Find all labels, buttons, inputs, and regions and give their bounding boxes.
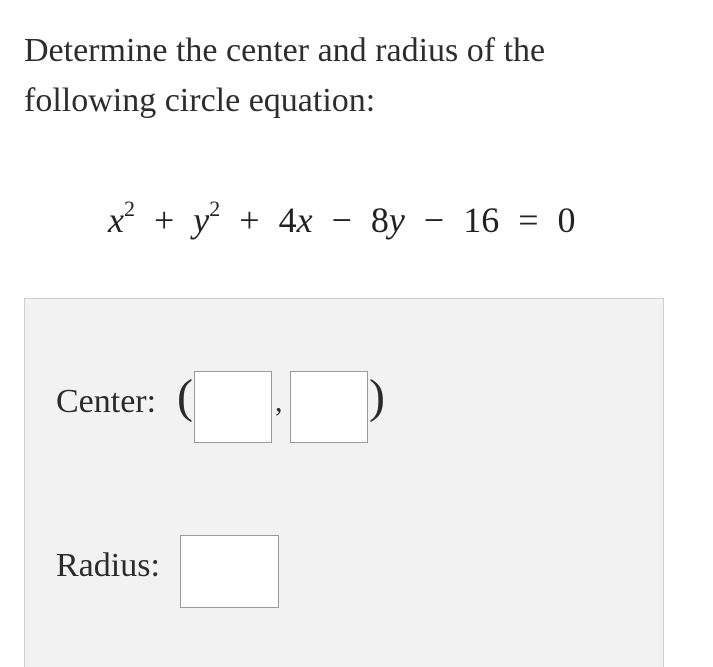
- eq-equals-sign: =: [518, 200, 539, 240]
- eq-exponent-y: 2: [209, 196, 221, 221]
- eq-term-8y-var: y: [388, 200, 405, 240]
- eq-term-x: x: [108, 200, 124, 240]
- eq-operator-minus-2: −: [423, 200, 445, 240]
- eq-rhs-zero: 0: [557, 200, 576, 240]
- answer-panel: [24, 298, 664, 667]
- radius-input[interactable]: [180, 535, 279, 608]
- center-y-input[interactable]: [290, 371, 368, 443]
- center-x-input[interactable]: [194, 371, 272, 443]
- eq-coefficient-4: 4: [278, 200, 297, 240]
- prompt-line-2: following circle equation:: [24, 82, 376, 119]
- prompt-line-1: Determine the center and radius of the: [24, 32, 546, 69]
- eq-term-y: y: [193, 200, 210, 240]
- center-label: Center:: [56, 383, 157, 420]
- eq-operator-plus-1: +: [153, 200, 175, 240]
- question-prompt: [24, 26, 664, 126]
- circle-equation: [108, 196, 576, 256]
- eq-constant-16: 16: [463, 200, 500, 240]
- eq-operator-minus-1: −: [331, 200, 352, 240]
- eq-operator-plus-2: +: [239, 200, 260, 240]
- center-comma: ,: [275, 385, 283, 418]
- center-open-paren: (: [177, 370, 193, 423]
- eq-coefficient-8: 8: [370, 200, 389, 240]
- center-close-paren: ): [369, 370, 385, 423]
- eq-exponent-x: 2: [123, 196, 135, 221]
- radius-label: Radius:: [56, 547, 160, 584]
- eq-term-4x-var: x: [296, 200, 313, 240]
